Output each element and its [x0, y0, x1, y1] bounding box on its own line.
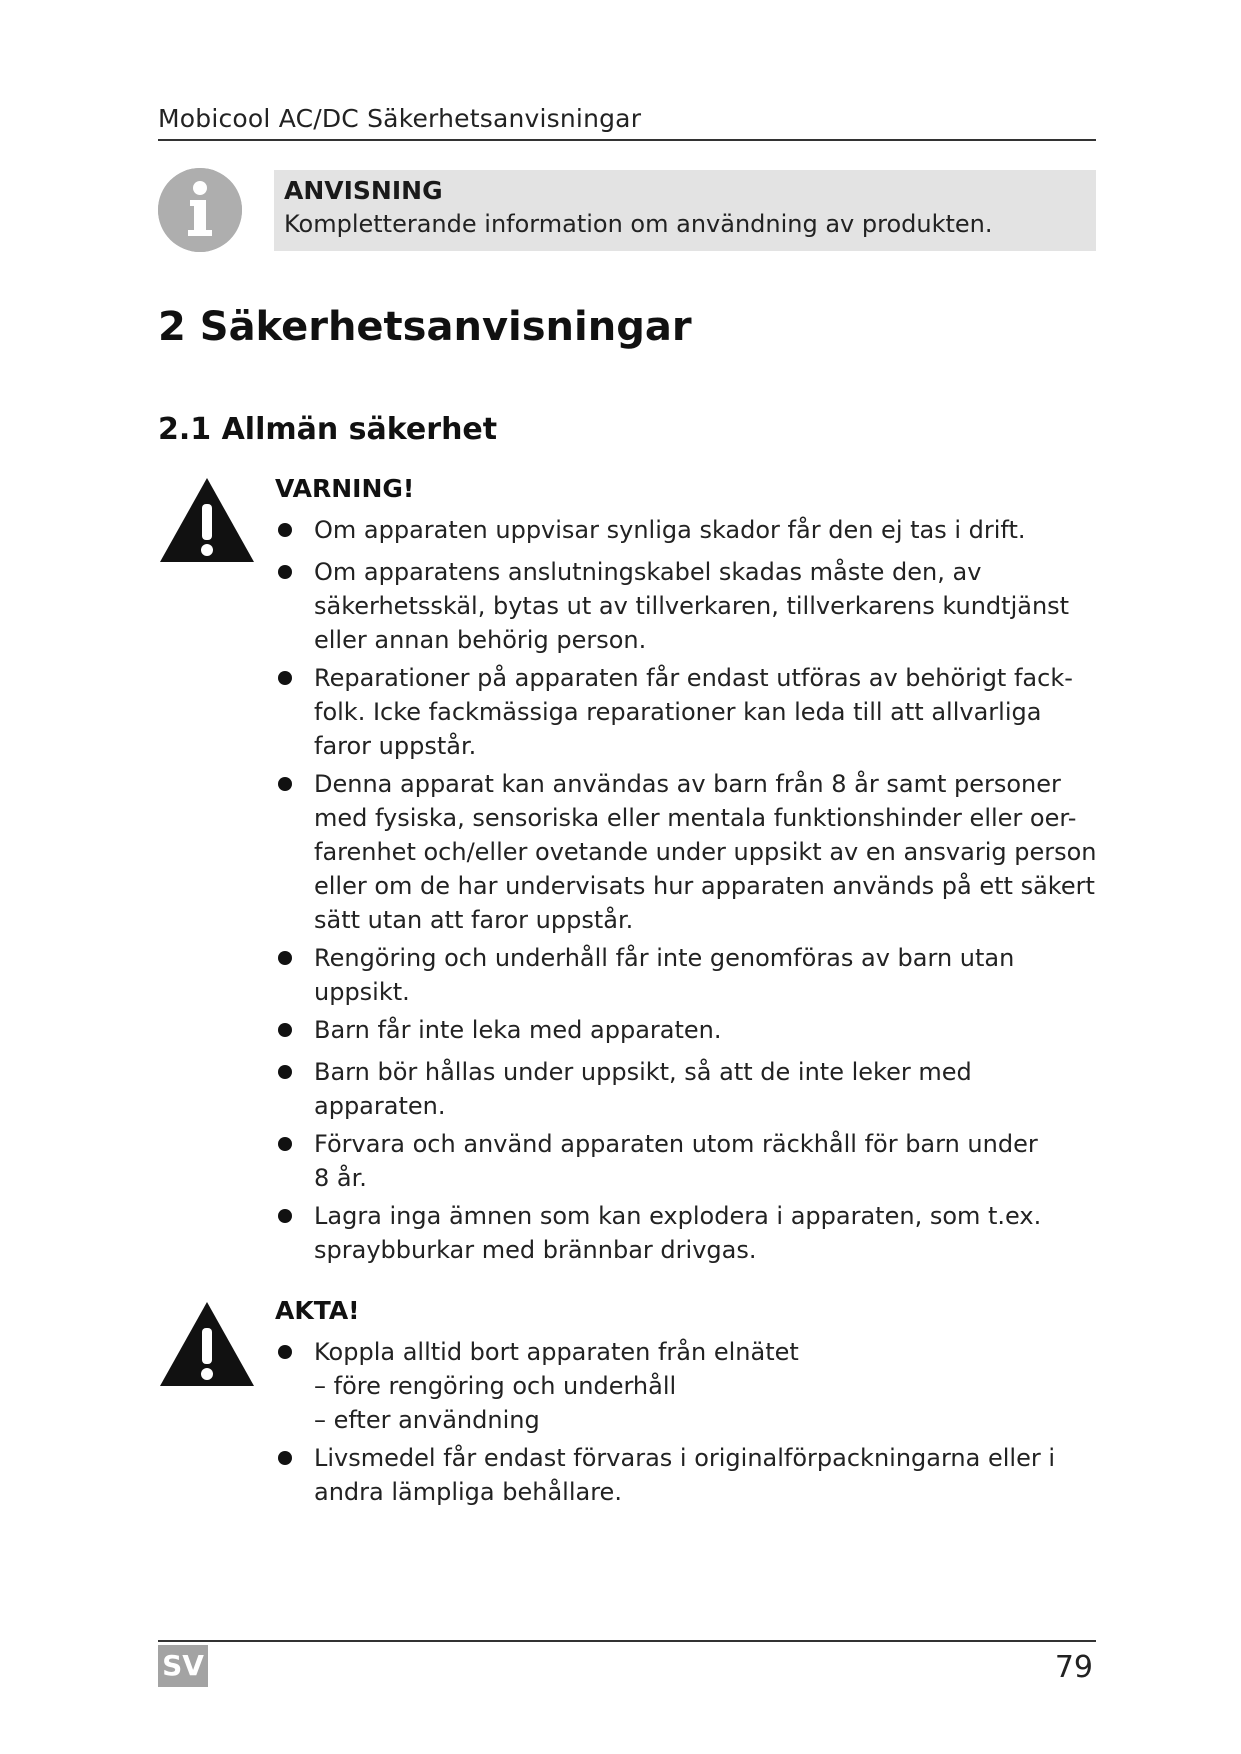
- warning-item: Lagra inga ämnen som kan explodera i apparaten, som t.ex. spraybburkar med brännbar drivgas.: [314, 1202, 1042, 1264]
- notice-box: [274, 170, 1096, 251]
- caution-item: Koppla alltid bort apparaten från elnätet – före rengöring och underhåll – efter användning: [314, 1338, 799, 1434]
- warning-item: Barn får inte leka med apparaten.: [314, 1016, 722, 1044]
- running-header: Mobicool AC/DC Säkerhetsanvisningar: [158, 104, 642, 133]
- list-bullet: [278, 1137, 292, 1151]
- list-bullet: [278, 1209, 292, 1223]
- header-divider: [158, 139, 1096, 141]
- warning-item: Förvara och använd apparaten utom räckhåll för barn under 8 år.: [314, 1130, 1038, 1192]
- warning-item: Barn bör hållas under uppsikt, så att de inte leker med apparaten.: [314, 1058, 972, 1120]
- warning-item: Om apparaten uppvisar synliga skador får den ej tas i drift.: [314, 516, 1026, 544]
- list-bullet: [278, 777, 292, 791]
- language-badge: SV: [158, 1645, 208, 1687]
- list-bullet: [278, 1023, 292, 1037]
- caution-item: Livsmedel får endast förvaras i originalförpackningarna eller i andra lämpliga behållare.: [314, 1444, 1056, 1506]
- footer-divider: [158, 1640, 1096, 1642]
- warning-item: Reparationer på apparaten får endast utföras av behörigt fack- folk. Icke fackmässiga reparationer kan leda till att allvarliga faror uppstår.: [314, 664, 1073, 760]
- warning-triangle-icon: [158, 476, 256, 564]
- notice-text: Kompletterande information om användning av produkten.: [284, 210, 993, 238]
- list-bullet: [278, 565, 292, 579]
- warning-triangle-icon: [158, 1300, 256, 1388]
- notice-title: ANVISNING: [284, 176, 443, 205]
- section-title: 2 Säkerhetsanvisningar: [158, 304, 692, 350]
- warning-label: VARNING!: [275, 474, 415, 503]
- subsection-title: 2.1 Allmän säkerhet: [158, 412, 498, 447]
- warning-item: Denna apparat kan användas av barn från 8 år samt personer med fysiska, sensoriska eller mentala funktionshinder eller oer- farenhet och/eller ovetande under uppsikt av en ansvarig person eller om de har undervisats hur apparaten används på ett säkert sätt utan att faror uppstår.: [314, 770, 1097, 934]
- list-bullet: [278, 671, 292, 685]
- list-bullet: [278, 951, 292, 965]
- list-bullet: [278, 523, 292, 537]
- page-number: 79: [1054, 1650, 1093, 1685]
- caution-label: AKTA!: [275, 1296, 360, 1325]
- list-bullet: [278, 1451, 292, 1465]
- list-bullet: [278, 1345, 292, 1359]
- list-bullet: [278, 1065, 292, 1079]
- warning-item: Om apparatens anslutningskabel skadas måste den, av säkerhetsskäl, bytas ut av tillverkaren, tillverkarens kundtjänst eller annan behörig person.: [314, 558, 1070, 654]
- info-icon: [158, 168, 242, 252]
- warning-item: Rengöring och underhåll får inte genomföras av barn utan uppsikt.: [314, 944, 1015, 1006]
